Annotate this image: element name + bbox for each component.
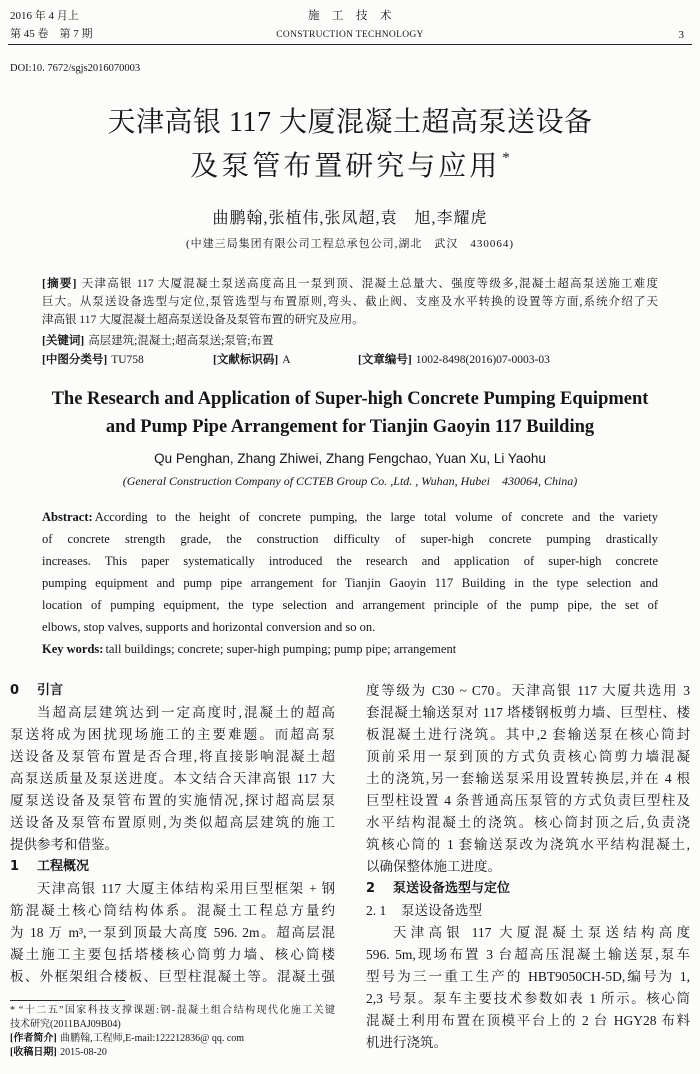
right-column xyxy=(366,680,690,1054)
section-heading-overview xyxy=(10,856,335,878)
section-title: 泵送设备选型与定位 xyxy=(393,881,511,896)
body-text-line: 型号为三一重工生产的 HBT9050CH-5D,编号为 1, xyxy=(366,969,690,984)
article-number-label: [文章编号] xyxy=(358,354,412,366)
subsection-heading xyxy=(366,900,690,922)
author-note-label: [作者简介] xyxy=(10,1033,57,1044)
author-note xyxy=(10,1032,335,1046)
body-text-line: 高泵送质量及泵送进度。本文结合天津高银 117 大 xyxy=(10,771,335,786)
body-text-line: 凝土施工主要包括塔楼核心筒剪力墙、核心筒楼 xyxy=(10,947,335,962)
issue-date: 2016 年 4 月上 xyxy=(10,10,79,22)
body-text-line: 板混凝土进行浇筑。其中,2 套输送泵在核心筒封 xyxy=(366,727,690,742)
received-date-label: [收稿日期] xyxy=(10,1047,57,1058)
footnote-rule xyxy=(10,1000,125,1001)
body-text-line: 2,3 号泵。泵车主要技术参数如表 1 所示。核心筒 xyxy=(366,991,690,1006)
doi: DOI:10. 7672/sgjs2016070003 xyxy=(10,63,141,74)
subsection-title: 泵送设备选型 xyxy=(401,903,482,918)
abstract-en-line: pumping equipment and pump pipe arrangement for Tianjin Gaoyin 117 Building in the type selection and xyxy=(42,576,658,590)
authors-en: Qu Penghan, Zhang Zhiwei, Zhang Fengchao, Yuan Xu, Li Yaohu xyxy=(154,451,546,466)
title-en-line-1: The Research and Application of Super-high Concrete Pumping Equipment xyxy=(51,389,649,409)
section-heading-equipment xyxy=(366,878,690,900)
keywords-cn xyxy=(42,332,658,350)
affiliation-en: (General Construction Company of CCTEB Group Co. ,Ltd. , Wuhan, Hubei 430064, China) xyxy=(122,474,578,488)
affiliation-cn: (中建三局集团有限公司工程总承包公司,湖北 武汉 430064) xyxy=(185,238,515,250)
body-text-line: 度等级为 C30 ~ C70。天津高银 117 大厦共选用 3 xyxy=(366,683,690,698)
abstract-cn xyxy=(42,275,658,329)
subsection-number: 2. 1 xyxy=(366,903,387,918)
body-text-line: 596. 5m,现场布置 3 台超高压混凝土输送泵,泵车 xyxy=(366,947,690,962)
abstract-cn-label: [摘要] xyxy=(42,278,77,290)
body-text-line: 送设备及泵管布置是否合理,将直接影响混凝土超 xyxy=(10,749,335,764)
title-footnote-mark: * xyxy=(502,150,510,166)
clc-label: [中图分类号] xyxy=(42,354,108,366)
title-cn-line-2-text: 及泵管布置研究与应用 xyxy=(190,151,501,182)
body-text-line: 以确保整体施工进度。 xyxy=(366,859,501,874)
body-text-line: 泵送将成为困扰现场施工的主要难题。而超高泵 xyxy=(10,727,335,742)
section-number: 1 xyxy=(10,859,20,874)
section-heading-intro xyxy=(10,680,335,702)
keywords-cn-value: 高层建筑;混凝土;超高泵送;泵管;布置 xyxy=(88,335,274,347)
body-text-line: 混凝土利用布置在顶模平台上的 2 台 HGY28 布料 xyxy=(366,1013,690,1028)
received-date xyxy=(10,1046,335,1060)
abstract-en xyxy=(42,506,658,660)
body-text-line: 机进行浇筑。 xyxy=(366,1035,447,1050)
body-text-line: 送设备及泵管布置原则,为类似超高层建筑的施工 xyxy=(10,815,335,830)
journal-name-cn: 施 工 技 术 xyxy=(308,10,392,22)
title-cn-line-2 xyxy=(0,147,700,187)
document-code xyxy=(213,351,291,369)
keywords-cn-label: [关键词] xyxy=(42,335,85,347)
abstract-en-text: According to the height of concrete pumping, the large total volume of concrete and the variety xyxy=(94,510,658,524)
title-en-line-2: and Pump Pipe Arrangement for Tianjin Gaoyin 117 Building xyxy=(105,417,595,437)
section-number: 2 xyxy=(366,881,376,896)
page-number: 3 xyxy=(678,29,684,41)
body-text-line: 套混凝土输送泵对 117 塔楼钢板剪力墙、巨型柱、楼 xyxy=(366,705,690,720)
title-cn-line-1: 天津高银 117 大厦混凝土超高泵送设备 xyxy=(107,107,593,138)
body-text-line: 厦泵送设备及泵管布置的实施情况,探讨超高层泵 xyxy=(10,793,335,808)
keywords-en-label: Key words: xyxy=(42,642,104,656)
funding-note: * “十二五”国家科技支撑课题:钢-混凝土组合结构现代化施工关键 xyxy=(10,1005,335,1016)
body-text-line: 土的浇筑,另一套输送泵采用设置转换层,并在 4 根 xyxy=(366,771,690,786)
abstract-en-line: increases. This paper systematically introduced the research and application of super-high concrete xyxy=(42,554,658,568)
body-text-line: 为 18 万 m³,一泵到顶最大高度 596. 2m。超高层混 xyxy=(10,925,335,940)
abstract-cn-line: 津高银 117 大厦混凝土超高泵送设备及泵管布置的研究及应用。 xyxy=(42,314,364,326)
journal-name-en: CONSTRUCTION TECHNOLOGY xyxy=(276,30,424,40)
body-text-line: 巨型柱设置 4 条普通高压泵管的方式负责巨型柱及 xyxy=(366,793,690,808)
abstract-cn-text: 天津高银 117 大厦混凝土泵送高度高且一泵到顶、混凝土总量大、强度等级多,混凝土超高泵送施工难度 xyxy=(80,278,658,290)
author-note-value: 曲鹏翰,工程师,E-mail:122212836@ qq. com xyxy=(60,1033,245,1044)
document-code-value: A xyxy=(282,354,291,366)
abstract-en-line: location of pumping equipment, the type selection and arrangement principle of the pump pipe, the set of xyxy=(42,598,658,612)
body-text-line: 顶前采用一泵到顶的方式负责核心筒剪力墙混凝 xyxy=(366,749,690,764)
section-number: 0 xyxy=(10,683,20,698)
received-date-value: 2015-08-20 xyxy=(60,1047,107,1058)
section-title: 工程概况 xyxy=(37,859,90,874)
clc-number xyxy=(42,351,144,369)
body-text-line: 板、外框架组合楼板、巨型柱混凝土等。混凝土强 xyxy=(10,969,335,984)
abstract-en-line: of concrete strength grade, the construction difficulty of super-high concrete pumping drastically xyxy=(42,532,658,546)
body-text-line: 天津高银 117 大厦混凝土泵送结构高度 xyxy=(393,925,690,940)
body-text-line: 天津高银 117 大厦主体结构采用巨型框架 + 钢 xyxy=(37,881,335,896)
footnotes xyxy=(10,1004,335,1060)
section-title: 引言 xyxy=(37,683,64,698)
header-rule xyxy=(8,44,692,45)
abstract-cn-line xyxy=(42,275,658,293)
abstract-cn-line: 巨大。从泵送设备选型与定位,泵管选型与布置原则,弯头、截止阀、支座及水平转换的设置等方面,系统介绍了天 xyxy=(42,296,658,308)
clc-value: TU758 xyxy=(111,354,144,366)
funding-note: 技术研究(2011BAJ09B04) xyxy=(10,1019,121,1030)
abstract-en-line xyxy=(42,506,658,528)
keywords-en xyxy=(42,638,658,660)
body-text-line: 当超高层建筑达到一定高度时,混凝土的超高 xyxy=(37,705,335,720)
keywords-en-value: tall buildings; concrete; super-high pumping; pump pipe; arrangement xyxy=(105,642,457,656)
abstract-en-line: elbows, stop valves, supports and horizontal conversion and so on. xyxy=(42,620,376,634)
article-number-value: 1002-8498(2016)07-0003-03 xyxy=(415,354,550,366)
body-text-line: 筑核心筒的 1 套输送泵改为浇筑水平结构混凝土, xyxy=(366,837,690,852)
volume-issue: 第 45 卷 第 7 期 xyxy=(10,28,93,40)
body-text-line: 提供参考和借鉴。 xyxy=(10,837,118,852)
body-text-line: 水平结构混凝土的浇筑。核心筒封顶之后,负责浇 xyxy=(366,815,690,830)
left-column xyxy=(10,680,335,988)
article-number xyxy=(358,351,550,369)
authors-cn: 曲鹏翰,张植伟,张凤超,袁 旭,李耀虎 xyxy=(212,210,488,227)
abstract-en-label: Abstract: xyxy=(42,510,93,524)
document-code-label: [文献标识码] xyxy=(213,354,279,366)
body-text-line: 筋混凝土核心筒结构体系。混凝土工程总方量约 xyxy=(10,903,335,918)
